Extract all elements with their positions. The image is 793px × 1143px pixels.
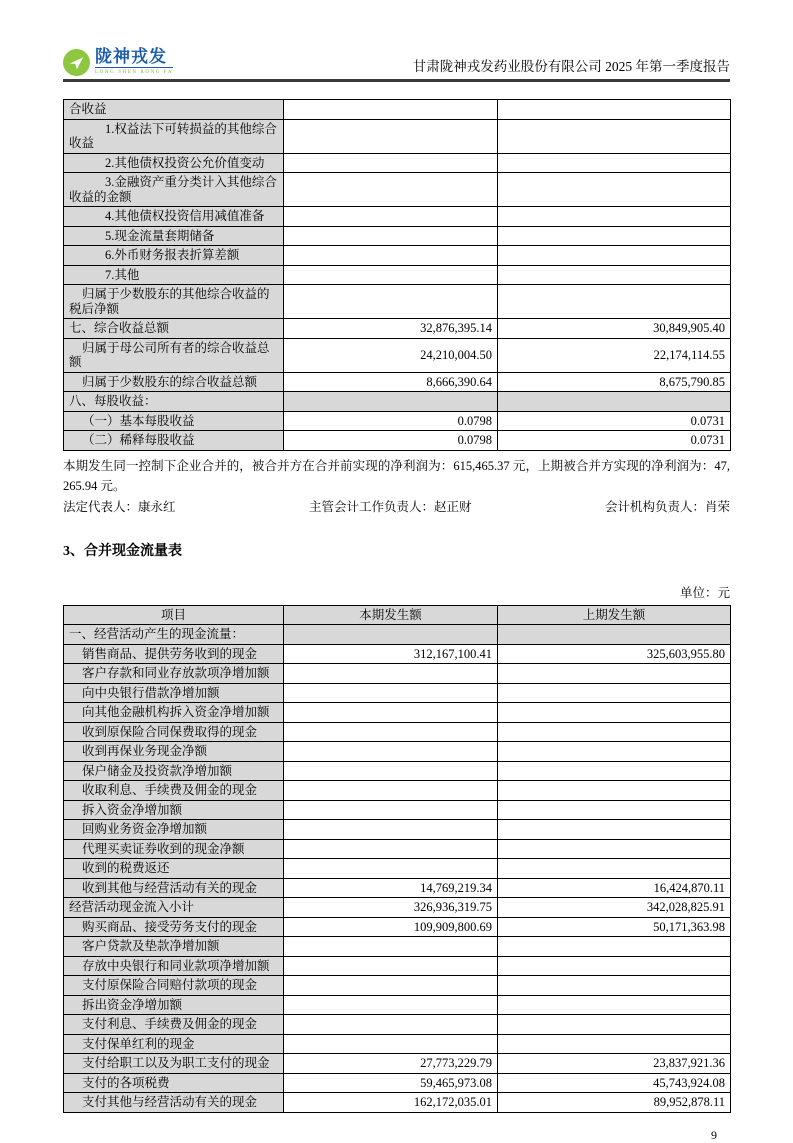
item-label-cell: 向中央银行借款净增加额 [64,683,284,703]
table-row [64,761,731,781]
item-label-cell: 存放中央银行和同业款项净增加额 [64,956,284,976]
prior-period-value-cell [498,781,731,801]
header-divider [63,79,730,82]
item-label-cell: 收到原保险合同保费取得的现金 [64,722,284,742]
current-period-value-cell [284,173,498,207]
prior-period-value-cell [498,1015,731,1035]
item-label-cell: 代理买卖证券收到的现金净额 [64,839,284,859]
report-title: 甘肃陇神戎发药业股份有限公司 2025 年第一季度报告 [412,59,730,74]
prior-period-value-cell: 16,424,870.11 [498,878,731,898]
table-row [64,1054,731,1074]
item-label-cell: 支付原保险合同赔付款项的现金 [64,976,284,996]
current-period-value-cell [284,246,498,266]
prior-period-value-cell [498,683,731,703]
logo-brand-cn: 陇神戎发 [95,48,173,68]
item-label-cell: 八、每股收益： [64,392,284,412]
item-label-cell: 合收益 [64,100,284,120]
current-period-value-cell: 0.0798 [284,431,498,451]
current-period-value-cell [284,800,498,820]
prior-period-value-cell [498,761,731,781]
table-row [64,664,731,684]
prior-period-value-cell: 342,028,825.91 [498,898,731,918]
item-label-cell: 7.其他 [64,265,284,285]
item-label-cell: （一）基本每股收益 [64,411,284,431]
table-row [64,411,731,431]
table-row [64,742,731,762]
chief-accountant: 主管会计工作负责人：赵正财 [308,499,472,514]
table-row [64,703,731,723]
current-period-value-cell [284,207,498,227]
table-row [64,800,731,820]
unit-label: 单位：元 [679,585,730,600]
current-period-value-cell [284,664,498,684]
prior-period-value-cell: 325,603,955.80 [498,644,731,664]
table-row [64,246,731,266]
prior-period-value-cell [498,207,731,227]
table-row [64,820,731,840]
prior-period-value-cell [498,839,731,859]
table-row [64,644,731,664]
prior-period-value-cell [498,1034,731,1054]
current-period-value-cell [284,119,498,153]
item-label-cell: 4.其他债权投资信用减值准备 [64,207,284,227]
table-row [64,917,731,937]
prior-period-value-cell [498,100,731,120]
item-label-cell: 归属于母公司所有者的综合收益总额 [64,338,284,372]
current-period-value-cell [284,742,498,762]
table-row [64,1073,731,1093]
signature-row [63,499,730,516]
prior-period-value-cell [498,153,731,173]
prior-period-value-cell [498,246,731,266]
current-period-value-cell [284,625,498,645]
comprehensive-income-table [63,99,731,451]
current-period-value-cell: 27,773,229.79 [284,1054,498,1074]
current-period-value-cell [284,153,498,173]
prior-period-value-cell [498,265,731,285]
item-label-cell: 收到的税费返还 [64,859,284,879]
legal-representative: 法定代表人：康永红 [63,499,176,514]
item-label-cell: 3.金融资产重分类计入其他综合收益的金额 [64,173,284,207]
table-row [64,338,731,372]
column-header: 上期发生额 [498,605,731,625]
prior-period-value-cell: 0.0731 [498,431,731,451]
item-label-cell: （二）稀释每股收益 [64,431,284,451]
prior-period-value-cell: 45,743,924.08 [498,1073,731,1093]
item-label-cell: 支付其他与经营活动有关的现金 [64,1093,284,1113]
cash-flow-table [63,605,731,1113]
current-period-value-cell [284,976,498,996]
item-label-cell: 收取利息、手续费及佣金的现金 [64,781,284,801]
item-label-cell: 支付的各项税费 [64,1073,284,1093]
item-label-cell: 拆出资金净增加额 [64,995,284,1015]
current-period-value-cell: 14,769,219.34 [284,878,498,898]
item-label-cell: 经营活动现金流入小计 [64,898,284,918]
current-period-value-cell [284,937,498,957]
item-label-cell: 归属于少数股东的综合收益总额 [64,372,284,392]
current-period-value-cell [284,781,498,801]
table-row [64,153,731,173]
current-period-value-cell [284,226,498,246]
current-period-value-cell [284,1034,498,1054]
prior-period-value-cell [498,937,731,957]
item-label-cell: 支付给职工以及为职工支付的现金 [64,1054,284,1074]
prior-period-value-cell [498,800,731,820]
merger-note: 本期发生同一控制下企业合并的，被合并方在合并前实现的净利润为：615,465.37 元，上期被合并方实现的净利润为：47,265.94 元。 [63,458,730,493]
logo-brand-en: LONG SHEN RONG FA [95,70,174,75]
current-period-value-cell: 312,167,100.41 [284,644,498,664]
current-period-value-cell: 0.0798 [284,411,498,431]
prior-period-value-cell: 50,171,363.98 [498,917,731,937]
table-row [64,859,731,879]
table-row [64,265,731,285]
item-label-cell: 归属于少数股东的其他综合收益的税后净额 [64,285,284,319]
current-period-value-cell: 326,936,319.75 [284,898,498,918]
table-row [64,956,731,976]
item-label-cell: 1.权益法下可转损益的其他综合收益 [64,119,284,153]
prior-period-value-cell: 89,952,878.11 [498,1093,731,1113]
table-row [64,119,731,153]
current-period-value-cell: 8,666,390.64 [284,372,498,392]
table-row [64,878,731,898]
page-number: 9 [711,1127,717,1142]
table-row [64,1034,731,1054]
item-label-cell: 收到再保业务现金净额 [64,742,284,762]
current-period-value-cell: 24,210,004.50 [284,338,498,372]
current-period-value-cell [284,761,498,781]
table-row [64,431,731,451]
prior-period-value-cell: 0.0731 [498,411,731,431]
item-label-cell: 6.外币财务报表折算差额 [64,246,284,266]
current-period-value-cell: 162,172,035.01 [284,1093,498,1113]
prior-period-value-cell [498,995,731,1015]
current-period-value-cell [284,820,498,840]
item-label-cell: 2.其他债权投资公允价值变动 [64,153,284,173]
item-label-cell: 支付保单红利的现金 [64,1034,284,1054]
column-header: 本期发生额 [284,605,498,625]
item-label-cell: 保户储金及投资款净增加额 [64,761,284,781]
current-period-value-cell: 109,909,800.69 [284,917,498,937]
prior-period-value-cell [498,226,731,246]
prior-period-value-cell [498,859,731,879]
prior-period-value-cell: 23,837,921.36 [498,1054,731,1074]
item-label-cell: 支付利息、手续费及佣金的现金 [64,1015,284,1035]
current-period-value-cell [284,839,498,859]
table-header-row [64,605,731,625]
item-label-cell: 客户存款和同业存放款项净增加额 [64,664,284,684]
item-label-cell: 5.现金流量套期储备 [64,226,284,246]
section-heading: 3、合并现金流量表 [63,543,182,559]
prior-period-value-cell [498,956,731,976]
current-period-value-cell [284,265,498,285]
page-header [63,44,730,76]
item-label-cell: 一、经营活动产生的现金流量： [64,625,284,645]
table-row [64,937,731,957]
prior-period-value-cell: 30,849,905.40 [498,319,731,339]
current-period-value-cell [284,683,498,703]
table-row [64,839,731,859]
logo-bird-icon [63,49,90,76]
table-row [64,898,731,918]
item-label-cell: 拆入资金净增加额 [64,800,284,820]
item-label-cell: 收到其他与经营活动有关的现金 [64,878,284,898]
item-label-cell: 购买商品、接受劳务支付的现金 [64,917,284,937]
table-row [64,722,731,742]
table-row [64,100,731,120]
current-period-value-cell [284,995,498,1015]
prior-period-value-cell [498,820,731,840]
prior-period-value-cell [498,625,731,645]
current-period-value-cell [284,956,498,976]
table-row [64,392,731,412]
item-label-cell: 客户贷款及垫款净增加额 [64,937,284,957]
accounting-dept-head: 会计机构负责人：肖荣 [604,499,730,514]
current-period-value-cell [284,722,498,742]
prior-period-value-cell [498,119,731,153]
item-label-cell: 销售商品、提供劳务收到的现金 [64,644,284,664]
table-row [64,226,731,246]
current-period-value-cell [284,1015,498,1035]
prior-period-value-cell: 8,675,790.85 [498,372,731,392]
current-period-value-cell: 32,876,395.14 [284,319,498,339]
current-period-value-cell [284,392,498,412]
prior-period-value-cell [498,742,731,762]
table-row [64,319,731,339]
current-period-value-cell [284,100,498,120]
table-row [64,372,731,392]
prior-period-value-cell: 22,174,114.55 [498,338,731,372]
prior-period-value-cell [498,722,731,742]
table-row [64,683,731,703]
table-row [64,995,731,1015]
table-row [64,285,731,319]
table-row [64,1093,731,1113]
table-row [64,976,731,996]
prior-period-value-cell [498,703,731,723]
company-logo [63,48,173,76]
item-label-cell: 向其他金融机构拆入资金净增加额 [64,703,284,723]
prior-period-value-cell [498,173,731,207]
prior-period-value-cell [498,976,731,996]
prior-period-value-cell [498,664,731,684]
table-row [64,173,731,207]
current-period-value-cell [284,703,498,723]
prior-period-value-cell [498,392,731,412]
logo-wordmark [95,48,173,76]
table-row [64,1015,731,1035]
column-header: 项目 [64,605,284,625]
current-period-value-cell [284,285,498,319]
table-row [64,625,731,645]
current-period-value-cell: 59,465,973.08 [284,1073,498,1093]
item-label-cell: 回购业务资金净增加额 [64,820,284,840]
prior-period-value-cell [498,285,731,319]
table-row [64,207,731,227]
table-row [64,781,731,801]
item-label-cell: 七、综合收益总额 [64,319,284,339]
current-period-value-cell [284,859,498,879]
